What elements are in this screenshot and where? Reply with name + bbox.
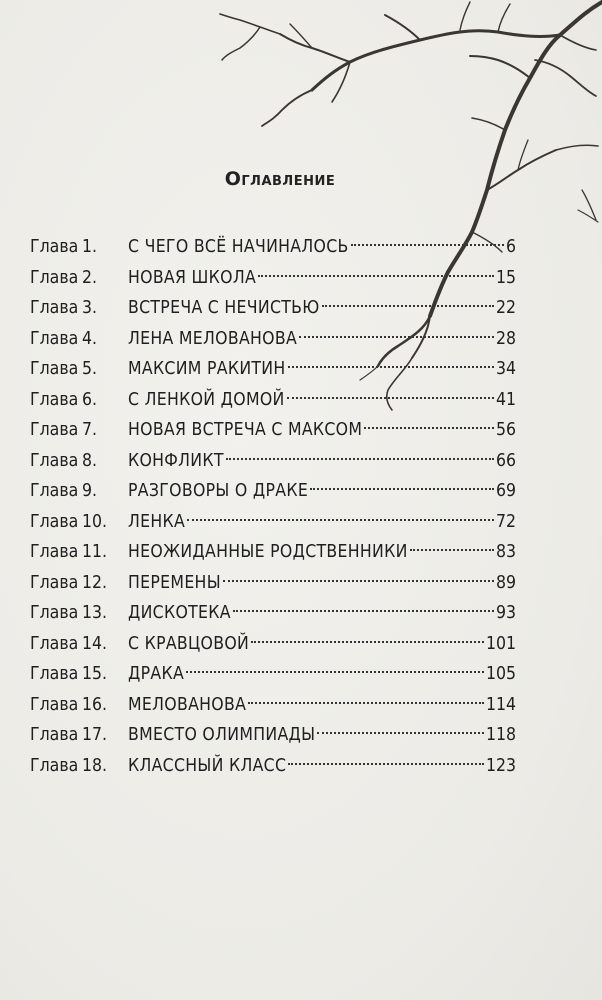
dot-leader [310, 488, 494, 490]
chapter-word: Глава [30, 359, 79, 379]
chapter-word: Глава [30, 389, 79, 410]
page-number: 6 [505, 237, 516, 257]
dot-leader [288, 763, 484, 765]
chapter-word: Глава [30, 664, 79, 684]
chapter-word: Глава [30, 481, 79, 501]
dot-leader [322, 305, 494, 307]
dot-leader [287, 397, 494, 399]
toc-entry [30, 690, 516, 721]
chapter-title: ЛЕНА МЕЛОВАНОВА [128, 328, 298, 349]
dot-leader [351, 244, 504, 246]
chapter-word: Глава [30, 633, 79, 654]
chapter-word: Глава [30, 572, 79, 593]
toc-entry [30, 385, 516, 416]
chapter-title: КОНФЛИКТ [128, 450, 224, 471]
toc-entry [30, 598, 516, 629]
chapter-title: С ЧЕГО ВСЁ НАЧИНАЛОСЬ [128, 237, 349, 257]
dot-leader [223, 580, 494, 582]
chapter-title: ДИСКОТЕКА [128, 603, 231, 623]
page-number: 93 [495, 603, 516, 623]
chapter-word: Глава [30, 298, 79, 318]
chapter-number: 11. [82, 542, 108, 562]
chapter-number: 9. [82, 481, 98, 501]
page-number: 72 [495, 511, 516, 532]
dot-leader [364, 427, 494, 429]
chapter-title: РАЗГОВОРЫ О ДРАКЕ [128, 481, 309, 501]
dot-leader [233, 610, 494, 612]
chapter-word: Глава [30, 420, 79, 440]
chapter-number: 14. [82, 633, 108, 654]
chapter-word: Глава [30, 237, 79, 257]
chapter-title: НОВАЯ ШКОЛА [128, 267, 257, 288]
toc-entry [30, 568, 516, 599]
toc-entry [30, 659, 516, 690]
chapter-title: ПЕРЕМЕНЫ [128, 572, 221, 593]
chapter-word: Глава [30, 450, 79, 471]
page-number: 89 [495, 572, 516, 593]
page-number: 66 [495, 450, 516, 471]
page-number: 34 [495, 359, 516, 379]
chapter-number: 5. [82, 359, 98, 379]
toc-entry [30, 354, 516, 385]
dot-leader [258, 275, 494, 277]
chapter-title: ВМЕСТО ОЛИМПИАДЫ [128, 725, 316, 745]
chapter-number: 15. [82, 664, 108, 684]
toc-entry [30, 537, 516, 568]
chapter-word: Глава [30, 328, 79, 349]
toc-entry [30, 324, 516, 355]
chapter-number: 12. [82, 572, 108, 593]
chapter-title: ВСТРЕЧА С НЕЧИСТЬЮ [128, 298, 320, 318]
dot-leader [248, 702, 484, 704]
dot-leader [226, 458, 494, 460]
chapter-number: 3. [82, 298, 98, 318]
page-number: 28 [495, 328, 516, 349]
page-number: 118 [485, 725, 516, 745]
page-number: 101 [485, 633, 516, 654]
toc-title: Оглавление [224, 168, 336, 190]
chapter-title: КЛАССНЫЙ КЛАСС [128, 755, 287, 776]
chapter-title: НОВАЯ ВСТРЕЧА С МАКСОМ [128, 420, 363, 440]
toc-entry [30, 446, 516, 477]
dot-leader [186, 671, 484, 673]
toc-entry [30, 263, 516, 294]
dot-leader [299, 336, 494, 338]
page-number: 105 [485, 664, 516, 684]
chapter-title: С ЛЕНКОЙ ДОМОЙ [128, 389, 285, 410]
chapter-number: 17. [82, 725, 108, 745]
chapter-title: ДРАКА [128, 664, 185, 684]
chapter-word: Глава [30, 603, 79, 623]
chapter-number: 8. [82, 450, 98, 471]
chapter-word: Глава [30, 511, 79, 532]
toc-entry [30, 293, 516, 324]
toc-entry [30, 415, 516, 446]
chapter-word: Глава [30, 755, 79, 776]
page-number: 69 [495, 481, 516, 501]
page-number: 41 [495, 389, 516, 410]
page-number: 123 [485, 755, 516, 776]
dot-leader [410, 549, 494, 551]
chapter-number: 4. [82, 328, 98, 349]
table-of-contents [30, 232, 516, 781]
chapter-number: 1. [82, 237, 98, 257]
chapter-title: ЛЕНКА [128, 511, 186, 532]
toc-entry [30, 629, 516, 660]
page-number: 83 [495, 542, 516, 562]
chapter-word: Глава [30, 694, 79, 715]
chapter-title: МАКСИМ РАКИТИН [128, 359, 286, 379]
page-number: 22 [495, 298, 516, 318]
dot-leader [187, 519, 494, 521]
toc-entry [30, 751, 516, 782]
chapter-number: 13. [82, 603, 108, 623]
chapter-title: МЕЛОВАНОВА [128, 694, 247, 715]
toc-entry [30, 507, 516, 538]
chapter-word: Глава [30, 725, 79, 745]
toc-entry [30, 232, 516, 263]
page-number: 15 [495, 267, 516, 288]
chapter-number: 2. [82, 267, 98, 288]
chapter-word: Глава [30, 267, 79, 288]
chapter-title: С КРАВЦОВОЙ [128, 633, 250, 654]
toc-entry [30, 476, 516, 507]
chapter-number: 16. [82, 694, 108, 715]
dot-leader [288, 366, 494, 368]
chapter-number: 6. [82, 389, 98, 410]
chapter-word: Глава [30, 542, 79, 562]
dot-leader [251, 641, 484, 643]
chapter-number: 10. [82, 511, 108, 532]
toc-entry [30, 720, 516, 751]
chapter-number: 18. [82, 755, 108, 776]
chapter-title: НЕОЖИДАННЫЕ РОДСТВЕННИКИ [128, 542, 408, 562]
page-number: 114 [485, 694, 516, 715]
chapter-number: 7. [82, 420, 98, 440]
dot-leader [317, 732, 484, 734]
page-number: 56 [495, 420, 516, 440]
